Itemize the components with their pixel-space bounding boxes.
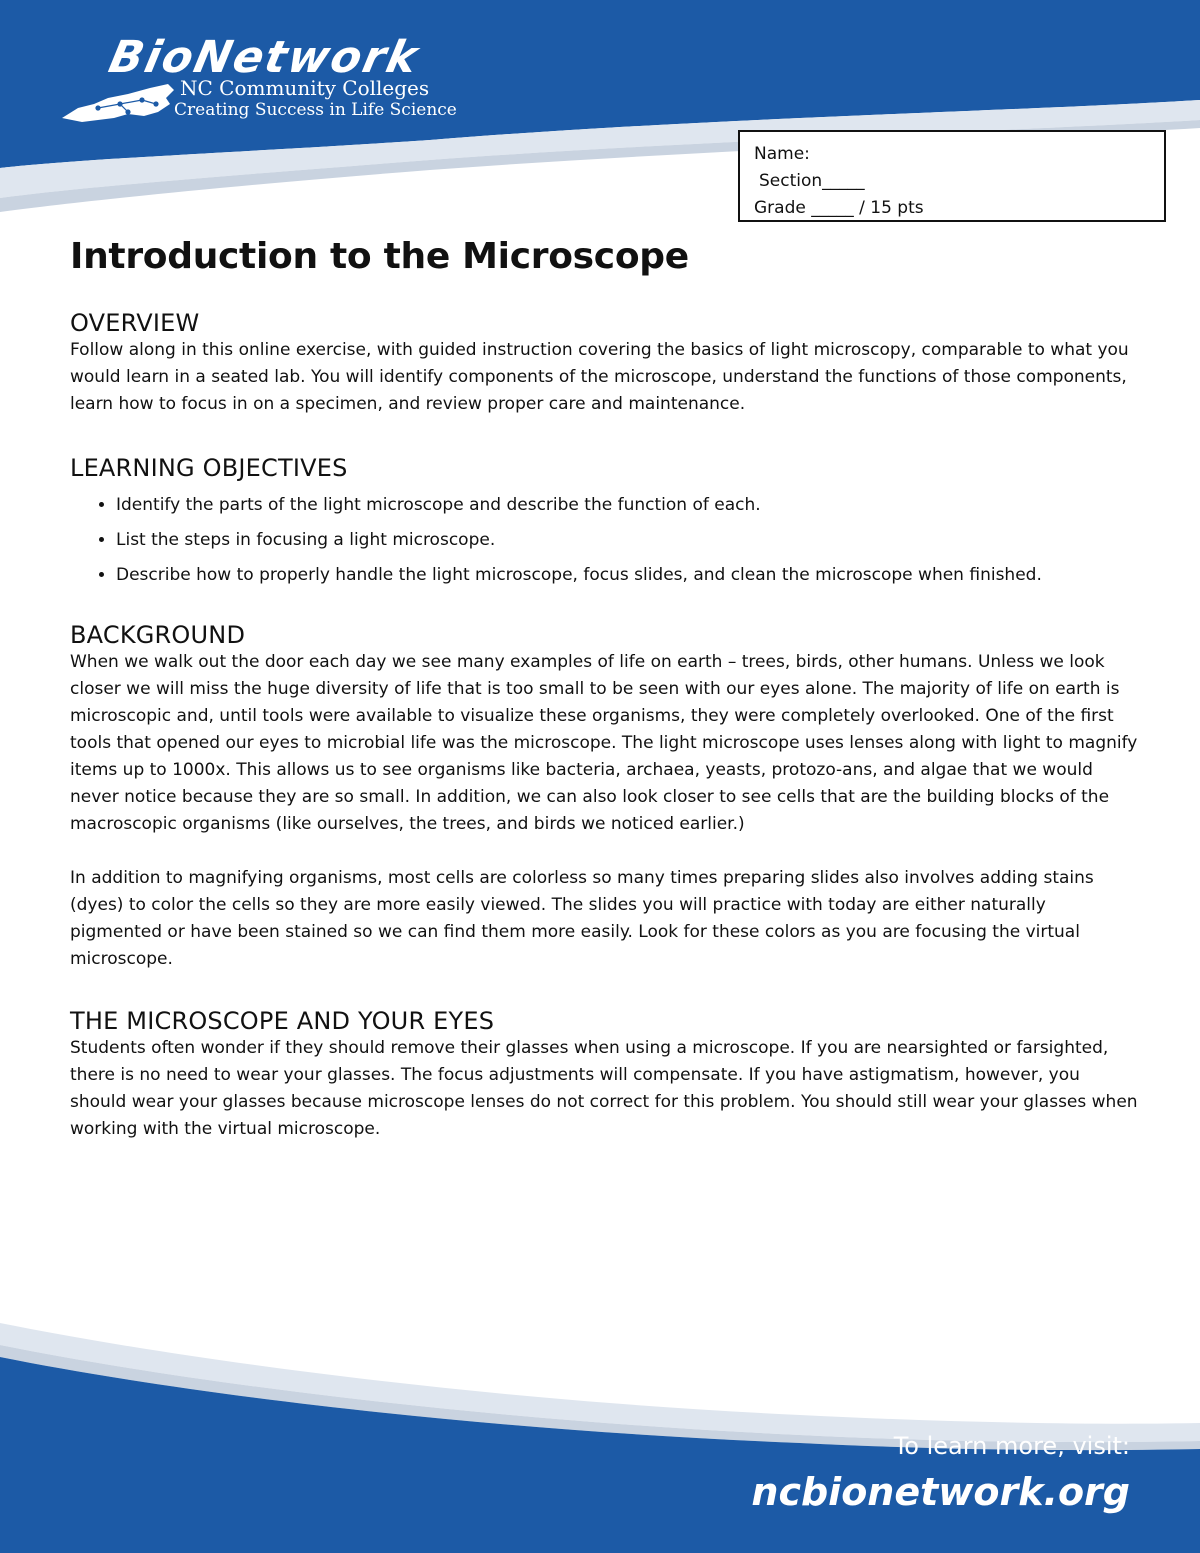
website-link[interactable]: ncbionetwork.org <box>751 1470 1130 1514</box>
brand-name: BioNetwork <box>104 32 424 83</box>
microscope-eyes-heading: THE MICROSCOPE AND YOUR EYES <box>70 1007 495 1035</box>
objective-item: • List the steps in focusing a light microscope. <box>116 523 1140 558</box>
student-info-box <box>738 130 1166 222</box>
brand-logo <box>58 32 498 128</box>
background-paragraph-1: When we walk out the door each day we see many examples of life on earth – trees, birds, other humans. Unless we look closer we will miss the huge diversity of life that is too small to be seen with our eyes alone. The majority of life on earth is microscopic and, until tools were available to visualize these organisms, they were completely overlooked. One of the first tools that opened our eyes to microbial life was the microscope. The light microscope uses lenses along with light to magnify items up to 1000x. This allows us to see organisms like bacteria, archaea, yeasts, protozo-ans, and algae that we would never notice because they are so small. In addition, we can also look closer to see cells that are the building blocks of the macroscopic organisms (like ourselves, the trees, and birds we noticed earlier.) <box>70 652 1138 834</box>
objective-item: • Identify the parts of the light microscope and describe the function of each. <box>116 488 1140 523</box>
overview-text: Follow along in this online exercise, with guided instruction covering the basics of light microscopy, comparable to what you would learn in a seated lab. You will identify components of the microscope, understand the functions of those components, learn how to focus in on a specimen, and review proper care and maintenance. <box>70 340 1129 414</box>
brand-tagline: Creating Success in Life Science <box>174 100 457 120</box>
main-content <box>70 236 1140 1143</box>
page-title: Introduction to the Microscope <box>70 236 689 277</box>
name-field-label[interactable]: Name: <box>754 144 810 164</box>
background-paragraph-2: In addition to magnifying organisms, most cells are colorless so many times preparing slides also involves adding stains (dyes) to color the cells so they are more easily viewed. The slides you will practice with today are either naturally pigmented or have been stained so we can find them more easily. Look for these colors as you are focusing the virtual microscope. <box>70 868 1094 969</box>
objectives-list <box>70 488 1140 593</box>
objectives-heading: LEARNING OBJECTIVES <box>70 454 348 482</box>
grade-field-label: Grade _____ / 15 pts <box>754 198 924 218</box>
brand-subtitle: NC Community Colleges <box>180 76 430 100</box>
overview-heading: OVERVIEW <box>70 309 200 337</box>
microscope-eyes-text: Students often wonder if they should remove their glasses when using a microscope. If you are nearsighted or farsighted, there is no need to wear your glasses. The focus adjustments will compensate. If you have astigmatism, however, you should wear your glasses because microscope lenses do not correct for this problem. You should still wear your glasses when working with the virtual microscope. <box>70 1038 1138 1139</box>
north-carolina-map-icon <box>58 78 176 124</box>
background-heading: BACKGROUND <box>70 621 246 649</box>
section-field-label[interactable]: Section_____ <box>759 171 865 191</box>
objective-item: • Describe how to properly handle the light microscope, focus slides, and clean the microscope when finished. <box>116 558 1140 593</box>
visit-label: To learn more, visit: <box>893 1432 1130 1460</box>
